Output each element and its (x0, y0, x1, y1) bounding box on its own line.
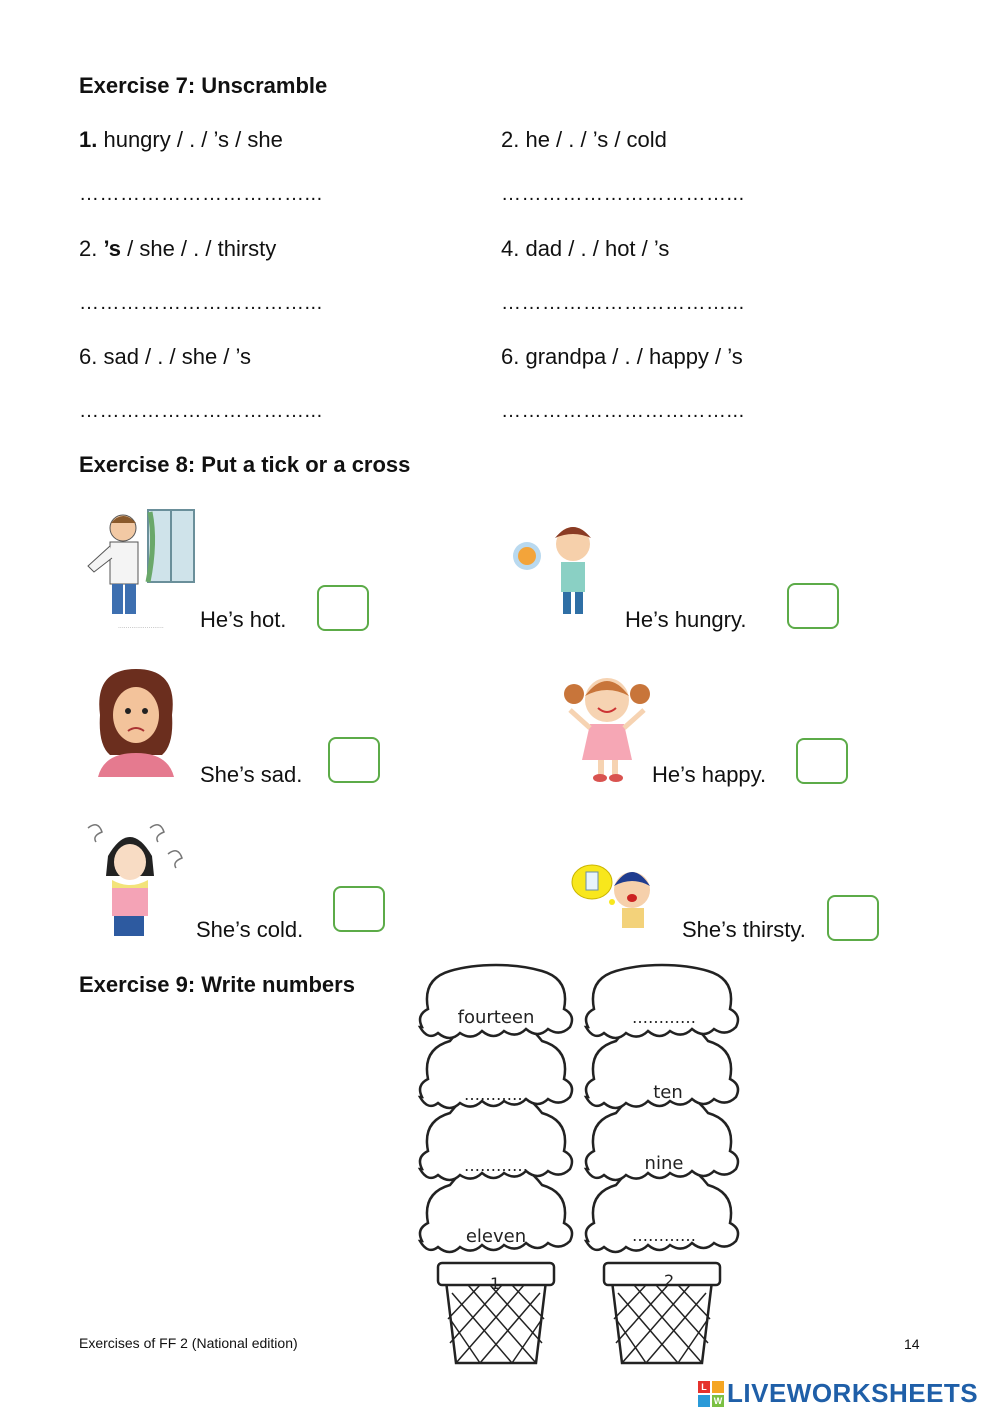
answer-line-4[interactable]: ……………………………... (501, 292, 745, 314)
answer-line-6[interactable]: ……………………………... (501, 400, 745, 422)
unscramble-item-4: 4. dad / . / hot / ’s (501, 236, 670, 261)
ice-cream-cone-1 (412, 963, 580, 1373)
item-label-hungry: He’s hungry. (625, 607, 747, 632)
cone-1-scoop-4-text: eleven (465, 1226, 527, 1247)
liveworksheets-logo-icon: L W (698, 1381, 724, 1407)
cone-1-number: 1 (490, 1274, 501, 1293)
happy-girl-picture (560, 670, 654, 785)
item-label-sad: She’s sad. (200, 762, 303, 787)
answer-line-3[interactable]: ……………………………... (79, 292, 323, 314)
exercise-7-title: Exercise 7: Unscramble (79, 73, 328, 98)
cone-1-scoop-3-text[interactable]: ………… (464, 1156, 528, 1175)
item-label-happy: He’s happy. (652, 762, 767, 787)
tick-box-happy[interactable] (796, 738, 848, 784)
answer-line-2[interactable]: ……………………………... (501, 183, 745, 205)
unscramble-item-3: 2. ’s / she / . / thirsty (79, 236, 277, 261)
thirsty-child-picture (570, 860, 664, 932)
footer-text: Exercises of FF 2 (National edition) (79, 1335, 298, 1351)
answer-line-1[interactable]: ……………………………... (79, 183, 323, 205)
answer-line-5[interactable]: ……………………………... (79, 400, 323, 422)
item-label-thirsty: She’s thirsty. (682, 917, 806, 942)
tick-box-hot[interactable] (317, 585, 369, 631)
unscramble-item-2: 2. he / . / ’s / cold (501, 127, 667, 152)
item-label-cold: She’s cold. (196, 917, 304, 942)
liveworksheets-brand[interactable]: LIVEWORKSHEETS (727, 1378, 979, 1408)
cone-2-scoop-4-text[interactable]: ………… (632, 1226, 696, 1245)
unscramble-item-6: 6. grandpa / . / happy / ’s (501, 344, 743, 369)
sad-woman-picture (90, 665, 182, 777)
cone-1-scoop-1-text: fourteen (457, 1007, 535, 1028)
unscramble-item-5: 6. sad / . / she / ’s (79, 344, 252, 369)
cone-2-scoop-2-text: ten (653, 1082, 683, 1103)
ice-cream-cone-2 (578, 963, 746, 1373)
tick-box-cold[interactable] (333, 886, 385, 932)
cone-2-scoop-3-text: nine (644, 1153, 684, 1174)
hot-man-picture (78, 506, 198, 631)
item-label-hot: He’s hot. (200, 607, 287, 632)
cone-2-number: 2 (664, 1271, 675, 1290)
exercise-8-title: Exercise 8: Put a tick or a cross (79, 452, 411, 477)
tick-box-hungry[interactable] (787, 583, 839, 629)
unscramble-item-1: 1. hungry / . / ’s / she (79, 127, 283, 152)
hungry-boy-picture (503, 518, 615, 623)
tick-box-sad[interactable] (328, 737, 380, 783)
exercise-9-title: Exercise 9: Write numbers (79, 972, 355, 997)
svg-text:........................: ........................ (118, 623, 164, 630)
cold-girl-picture (78, 818, 196, 940)
cone-1-scoop-2-text[interactable]: ………… (464, 1085, 528, 1104)
page-number: 14 (904, 1336, 920, 1352)
tick-box-thirsty[interactable] (827, 895, 879, 941)
cone-2-scoop-1-text[interactable]: ………… (632, 1008, 696, 1027)
